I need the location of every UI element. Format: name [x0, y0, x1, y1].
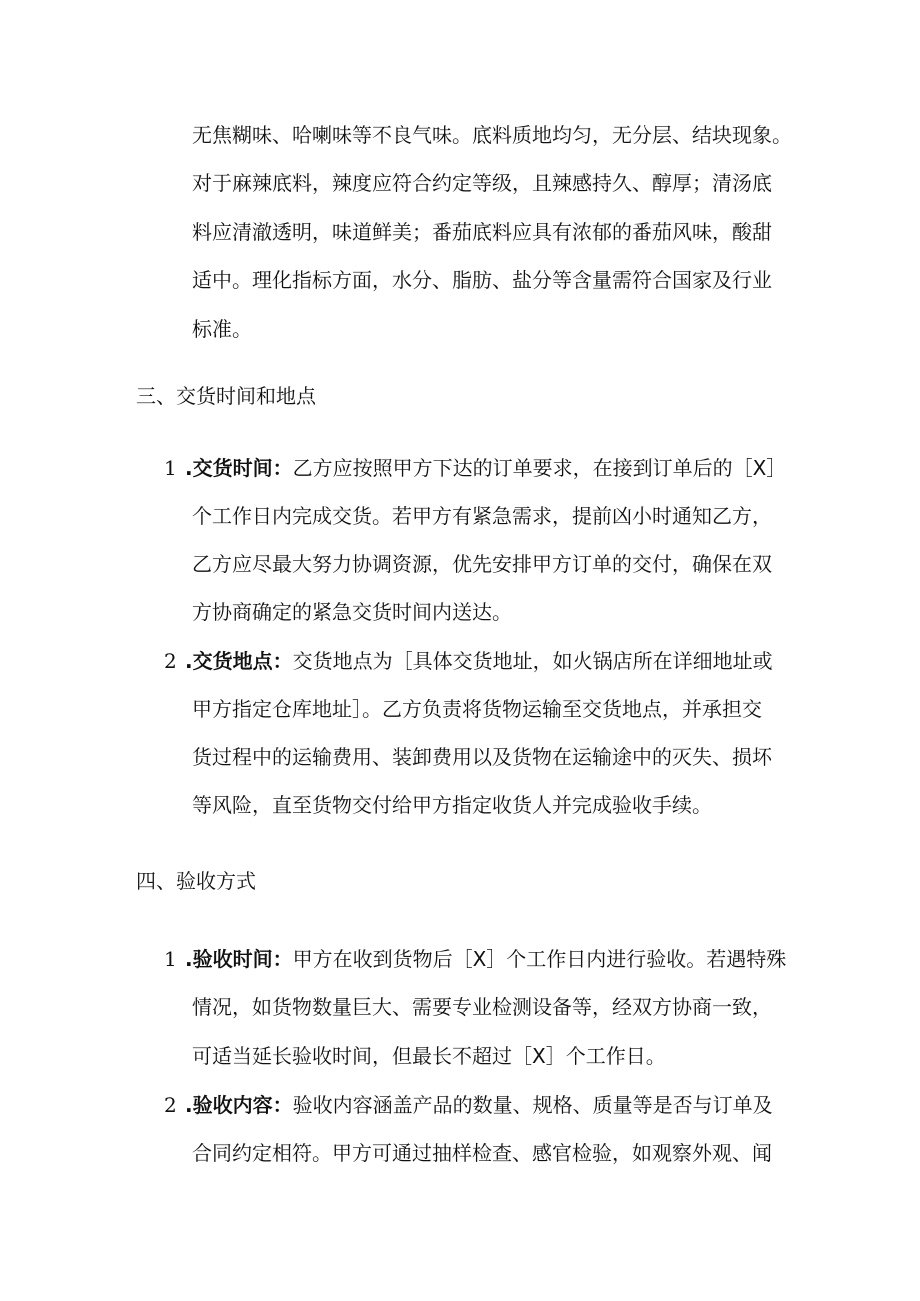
- item-number: 1: [164, 456, 177, 480]
- item-first-line: [185, 647, 773, 675]
- item-text: 乙方应按照甲方下达的订单要求，在接到订单后的［X］: [292, 456, 787, 480]
- item-line: 货过程中的运输费用、装卸费用以及货物在运输途中的灭失、损坏: [192, 745, 772, 769]
- item-heading: .交货时间：: [185, 456, 293, 480]
- item-first-line: [185, 454, 786, 482]
- item-heading: .验收时间：: [185, 947, 293, 971]
- item-line: 方协商确定的紧急交货时间内送达。: [192, 600, 512, 624]
- item-text: 验收内容涵盖产品的数量、规格、质量等是否与订单及: [292, 1093, 773, 1117]
- item-first-line: [185, 945, 786, 973]
- item-line: 甲方指定仓库地址］。乙方负责将货物运输至交货地点，并承担交: [192, 697, 762, 721]
- paragraph-line: 无焦糊味、哈喇味等不良气味。底料质地均匀，无分层、结块现象。: [192, 123, 792, 147]
- item-heading: .交货地点：: [185, 649, 293, 673]
- item-line: 情况，如货物数量巨大、需要专业检测设备等，经双方协商一致，: [192, 995, 772, 1019]
- item-line: 等风险，直至货物交付给甲方指定收货人并完成验收手续。: [192, 793, 712, 817]
- item-number: 1: [164, 947, 177, 971]
- paragraph-line: 对于麻辣底料，辣度应符合约定等级，且辣感持久、醇厚；清汤底: [192, 171, 772, 195]
- section-title: 三、交货时间和地点: [136, 384, 316, 408]
- paragraph-line: 标准。: [192, 317, 252, 341]
- item-number: 2: [164, 1093, 177, 1117]
- item-line: 乙方应尽最大努力协调资源，优先安排甲方订单的交付，确保在双: [192, 552, 772, 576]
- item-text: 交货地点为［具体交货地址，如火锅店所在详细地址或: [292, 649, 773, 673]
- item-first-line: [185, 1091, 773, 1119]
- item-text: 甲方在收到货物后［X］个工作日内进行验收。若遇特殊: [292, 947, 787, 971]
- paragraph-line: 适中。理化指标方面，水分、脂肪、盐分等含量需符合国家及行业: [192, 268, 772, 292]
- item-line: 可适当延长验收时间，但最长不超过［X］个工作日。: [192, 1044, 666, 1068]
- paragraph-line: 料应清澈透明，味道鲜美；番茄底料应具有浓郁的番茄风味，酸甜: [192, 220, 772, 244]
- item-line: 合同约定相符。甲方可通过抽样检查、感官检验，如观察外观、闻: [192, 1141, 772, 1165]
- item-heading: .验收内容：: [185, 1093, 293, 1117]
- item-line: 个工作日内完成交货。若甲方有紧急需求，提前凶小时通知乙方，: [192, 504, 772, 528]
- section-title: 四、验收方式: [136, 869, 256, 893]
- item-number: 2: [164, 649, 177, 673]
